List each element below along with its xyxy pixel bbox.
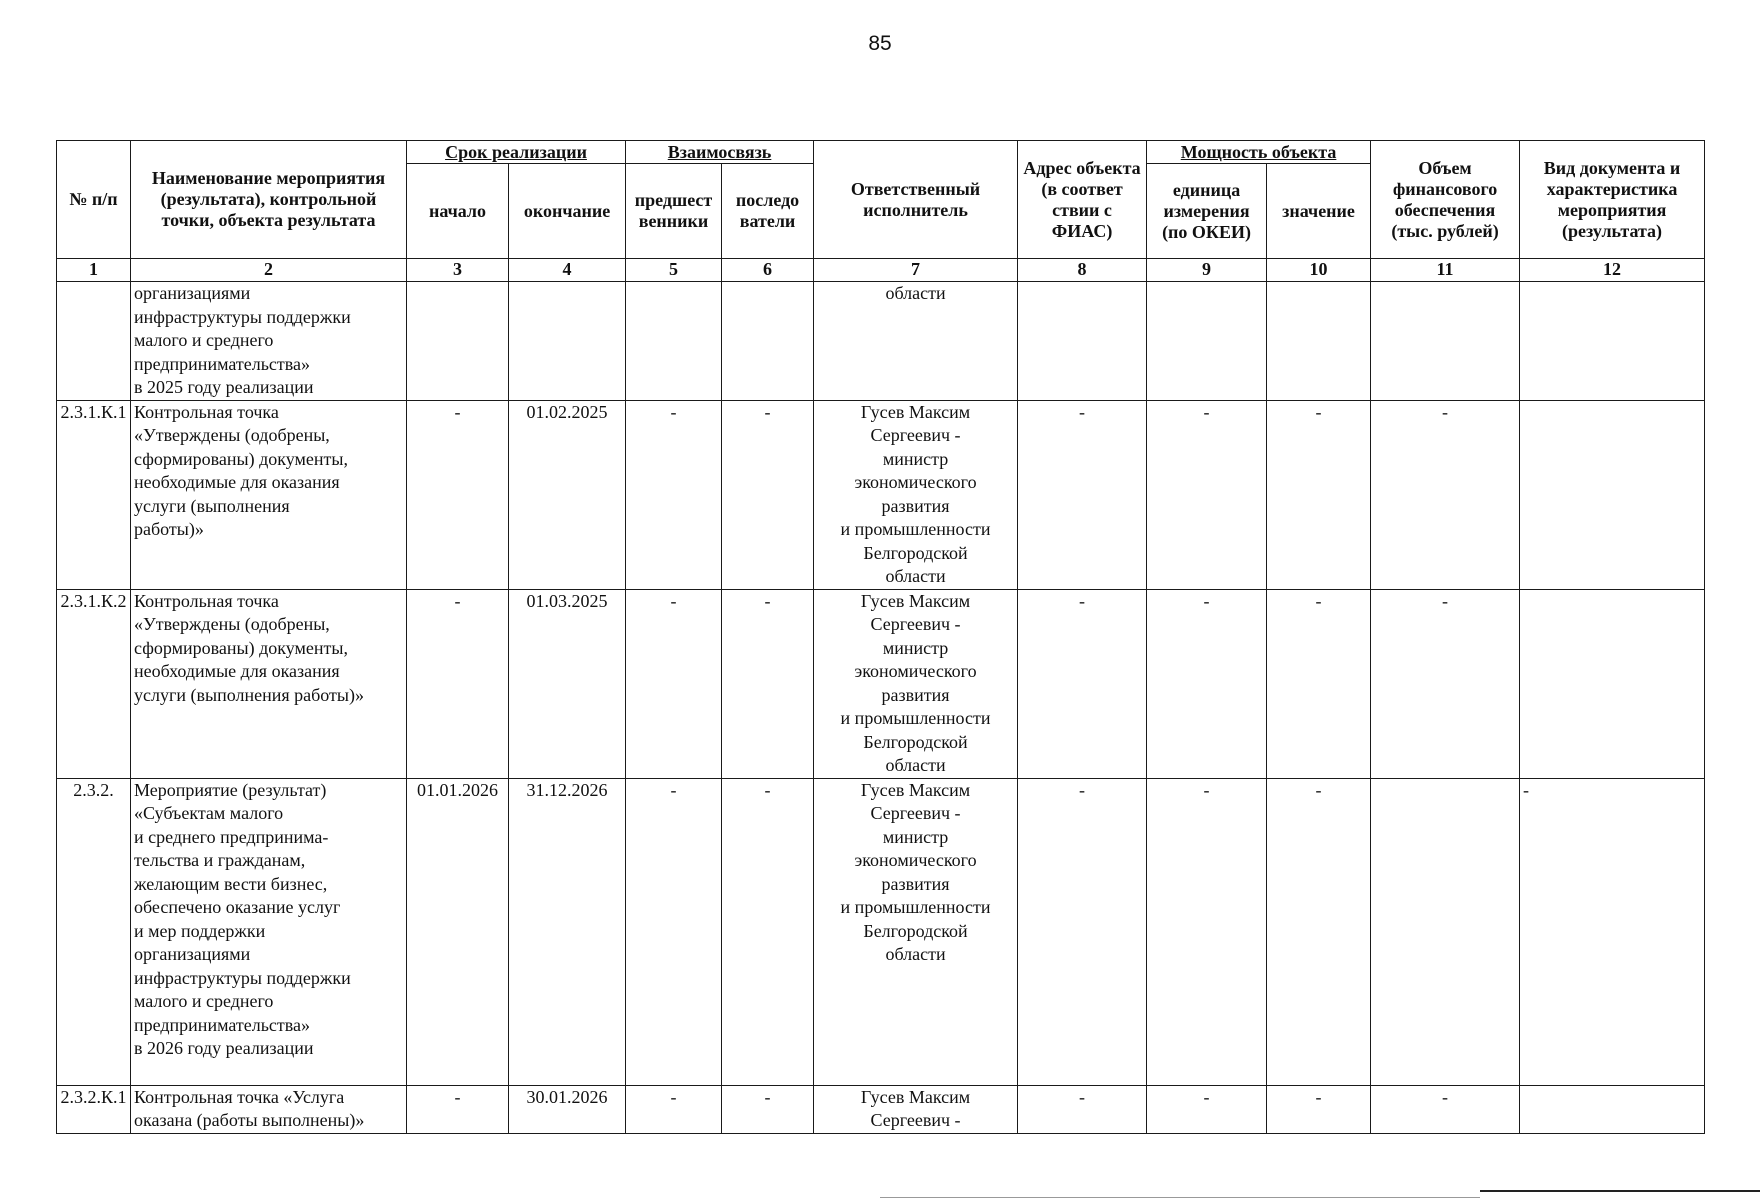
header-period-title: Срок реализации (445, 141, 587, 162)
plan-table (56, 140, 1705, 1134)
row-start-date: - (407, 589, 509, 778)
row-id: 2.3.1.К.2 (57, 589, 131, 778)
row-unit: - (1147, 778, 1267, 1085)
header-capacity-group (1147, 141, 1371, 164)
header-address: Адрес объекта (в соответ ствии с ФИАС) (1018, 141, 1147, 259)
row-responsible: Гусев Максим Сергеевич - (814, 1085, 1018, 1133)
column-number: 8 (1018, 259, 1147, 282)
row-predecessors: - (626, 1085, 722, 1133)
row-end-date: 01.03.2025 (509, 589, 626, 778)
faint-rule (880, 1197, 1480, 1198)
row-value: - (1267, 400, 1371, 589)
header-funding: Объем финансового обеспечения (тыс. рублей) (1371, 141, 1520, 259)
table-row (57, 400, 1705, 589)
row-address (1018, 282, 1147, 401)
row-document (1520, 282, 1705, 401)
column-number: 5 (626, 259, 722, 282)
header-relation-title: Взаимосвязь (667, 141, 772, 162)
row-funding: - (1371, 400, 1520, 589)
row-successors: - (722, 778, 814, 1085)
row-name: организациями инфраструктуры поддержки малого и среднего предпринимательства» в 2025 году реализации (131, 282, 407, 401)
header-predecessors: предшест венники (626, 164, 722, 259)
table-row (57, 778, 1705, 1085)
header-responsible: Ответственный исполнитель (814, 141, 1018, 259)
row-start-date: - (407, 400, 509, 589)
row-predecessors: - (626, 778, 722, 1085)
row-id: 2.3.2. (57, 778, 131, 1085)
row-name: Контрольная точка «Утверждены (одобрены, сформированы) документы, необходимые для оказания услуги (выполнения работы)» (131, 589, 407, 778)
table-row (57, 282, 1705, 401)
row-responsible: Гусев Максим Сергеевич - министр экономического развития и промышленности Белгородской области (814, 778, 1018, 1085)
row-document (1520, 400, 1705, 589)
row-start-date: - (407, 1085, 509, 1133)
row-funding (1371, 282, 1520, 401)
row-name: Контрольная точка «Утверждены (одобрены, сформированы) документы, необходимые для оказания услуги (выполнения работы)» (131, 400, 407, 589)
row-name: Контрольная точка «Услуга оказана (работы выполнены)» (131, 1085, 407, 1133)
row-unit: - (1147, 400, 1267, 589)
header-value: значение (1267, 164, 1371, 259)
row-name: Мероприятие (результат) «Субъектам малого и среднего предпринима- тельства и гражданам, желающим вести бизнес, обеспечено оказание услуг и мер поддержки организациями инфраструктуры поддержки малого и среднего предпринимательства» в 2026 году реализации (131, 778, 407, 1085)
row-end-date: 31.12.2026 (509, 778, 626, 1085)
row-value: - (1267, 1085, 1371, 1133)
row-responsible: Гусев Максим Сергеевич - министр экономического развития и промышленности Белгородской области (814, 589, 1018, 778)
row-predecessors: - (626, 400, 722, 589)
row-start-date (407, 282, 509, 401)
column-number: 11 (1371, 259, 1520, 282)
header-name: Наименование мероприятия (результата), контрольной точки, объекта результата (131, 141, 407, 259)
column-number: 1 (57, 259, 131, 282)
row-address: - (1018, 400, 1147, 589)
row-funding (1371, 778, 1520, 1085)
row-funding: - (1371, 1085, 1520, 1133)
row-id: 2.3.2.К.1 (57, 1085, 131, 1133)
header-document: Вид документа и характеристика мероприятия (результата) (1520, 141, 1705, 259)
row-end-date: 30.01.2026 (509, 1085, 626, 1133)
column-number: 6 (722, 259, 814, 282)
row-unit: - (1147, 1085, 1267, 1133)
row-responsible: Гусев Максим Сергеевич - министр экономического развития и промышленности Белгородской области (814, 400, 1018, 589)
row-end-date (509, 282, 626, 401)
row-unit (1147, 282, 1267, 401)
column-number: 12 (1520, 259, 1705, 282)
header-number: № п/п (57, 141, 131, 259)
row-value: - (1267, 778, 1371, 1085)
row-document (1520, 589, 1705, 778)
row-predecessors (626, 282, 722, 401)
header-capacity-title: Мощность объекта (1180, 141, 1337, 162)
column-number: 9 (1147, 259, 1267, 282)
row-document: - (1520, 778, 1705, 1085)
column-number-row (57, 259, 1705, 282)
header-period-group (407, 141, 626, 164)
row-funding: - (1371, 589, 1520, 778)
column-number: 4 (509, 259, 626, 282)
row-successors: - (722, 400, 814, 589)
row-address: - (1018, 1085, 1147, 1133)
row-start-date: 01.01.2026 (407, 778, 509, 1085)
header-successors: последо ватели (722, 164, 814, 259)
header-relation-group (626, 141, 814, 164)
row-document (1520, 1085, 1705, 1133)
row-address: - (1018, 589, 1147, 778)
column-number: 7 (814, 259, 1018, 282)
column-number: 10 (1267, 259, 1371, 282)
column-number: 2 (131, 259, 407, 282)
row-value (1267, 282, 1371, 401)
header-end: окончание (509, 164, 626, 259)
page-number: 85 (868, 32, 892, 55)
row-address: - (1018, 778, 1147, 1085)
row-successors (722, 282, 814, 401)
row-value: - (1267, 589, 1371, 778)
column-number: 3 (407, 259, 509, 282)
row-successors: - (722, 1085, 814, 1133)
row-predecessors: - (626, 589, 722, 778)
bottom-rule (1480, 1190, 1760, 1192)
header-unit: единица измерения (по ОКЕИ) (1147, 164, 1267, 259)
row-responsible: области (814, 282, 1018, 401)
table-row (57, 589, 1705, 778)
row-successors: - (722, 589, 814, 778)
row-id: 2.3.1.К.1 (57, 400, 131, 589)
row-id (57, 282, 131, 401)
table-row (57, 1085, 1705, 1133)
row-end-date: 01.02.2025 (509, 400, 626, 589)
header-start: начало (407, 164, 509, 259)
table-body (57, 259, 1705, 1134)
row-unit: - (1147, 589, 1267, 778)
